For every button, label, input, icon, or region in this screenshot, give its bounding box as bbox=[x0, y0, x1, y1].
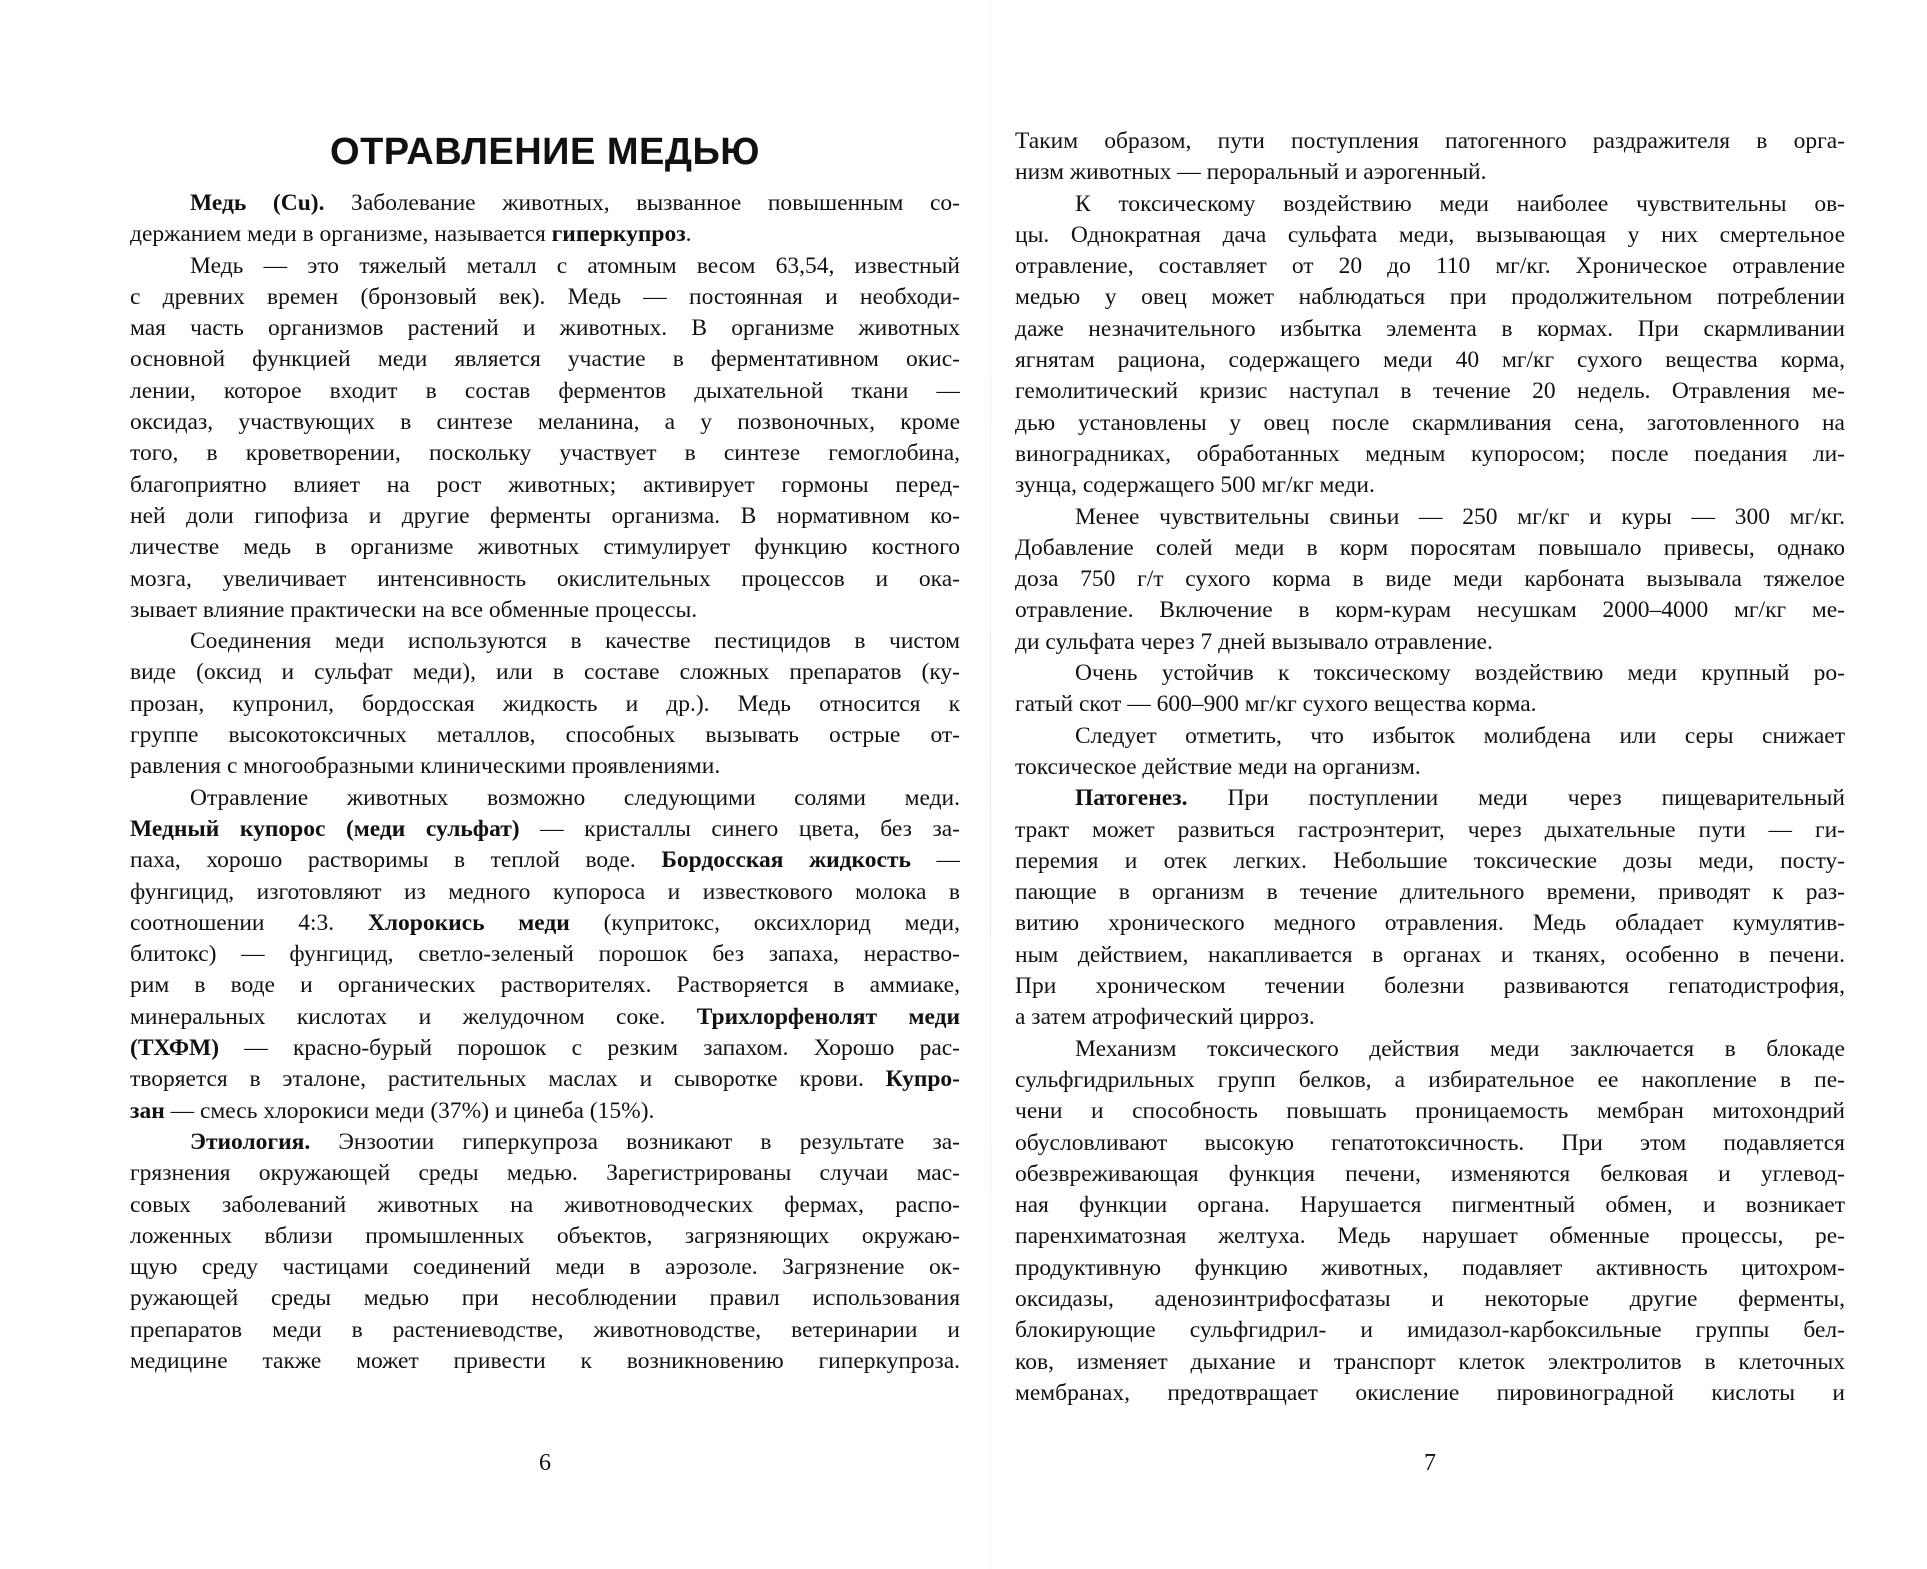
text-run: фунгицид, изготовляют из медного купороса и известкового молока в bbox=[130, 878, 960, 905]
text-run: ней доли гипофиза и другие ферменты организма. В нормативном ко- bbox=[130, 502, 960, 529]
text-line bbox=[130, 1096, 960, 1127]
text-line bbox=[1015, 1284, 1845, 1315]
text-run: мозга, увеличивает интенсивность окислительных процессов и ока- bbox=[130, 565, 960, 592]
bold-term: зан bbox=[130, 1097, 165, 1124]
text-line bbox=[1015, 533, 1845, 564]
text-line bbox=[1015, 783, 1845, 814]
text-run: препаратов меди в растениеводстве, животноводстве, ветеринарии и bbox=[130, 1316, 960, 1343]
text-line bbox=[1015, 658, 1845, 689]
text-run: грязнения окружающей среды медью. Зарегистрированы случаи мас- bbox=[130, 1160, 960, 1187]
text-run: Отравление животных возможно следующими солями меди. bbox=[190, 784, 960, 811]
text-line bbox=[130, 1252, 960, 1283]
text-run: мембранах, предотвращает окисление пировиноградной кислоты и bbox=[1015, 1379, 1845, 1406]
text-run: благоприятно влияет на рост животных; активирует гормоны перед- bbox=[130, 471, 960, 498]
text-run: Механизм токсического действия меди заключается в блокаде bbox=[1075, 1035, 1845, 1062]
text-run: щую среду частицами соединений меди в аэрозоле. Загрязнение ок- bbox=[130, 1254, 960, 1281]
text-line bbox=[130, 1283, 960, 1314]
text-line bbox=[130, 470, 960, 501]
text-run: — красно-бурый порошок с резким запахом. Хорошо рас- bbox=[219, 1035, 960, 1062]
text-line bbox=[130, 376, 960, 407]
text-line bbox=[1015, 1065, 1845, 1096]
text-line bbox=[1015, 1128, 1845, 1159]
text-run: ягнятам рациона, содержащего меди 40 мг/кг сухого вещества корма, bbox=[1015, 347, 1845, 374]
text-run: паха, хорошо растворимы в теплой воде. bbox=[130, 847, 662, 874]
text-run: Таким образом, пути поступления патогенного раздражителя в орга- bbox=[1015, 128, 1845, 154]
text-run: Очень устойчив к токсическому воздействию меди крупный ро- bbox=[1075, 660, 1845, 687]
text-line bbox=[130, 595, 960, 626]
text-line bbox=[130, 1002, 960, 1033]
text-run: Заболевание животных, вызванное повышенным со- bbox=[324, 190, 960, 216]
text-line bbox=[130, 1127, 960, 1158]
text-run: творяется в эталоне, растительных маслах и сыворотке крови. bbox=[130, 1066, 886, 1093]
text-run: — кристаллы синего цвета, без за- bbox=[519, 815, 960, 842]
text-line bbox=[1015, 502, 1845, 533]
text-run: того, в кроветворении, поскольку участвует в синтезе гемоглобина, bbox=[130, 440, 960, 467]
text-run: группе высокотоксичных металлов, способных вызывать острые от- bbox=[130, 722, 960, 749]
text-line bbox=[130, 1315, 960, 1346]
text-line bbox=[1015, 1034, 1845, 1065]
text-run: Медь — это тяжелый металл с атомным весом 63,54, известный bbox=[190, 252, 960, 279]
text-run: равления с многообразными клиническими проявлениями. bbox=[130, 753, 721, 780]
text-run: дью установлены у овец после скармливания сена, заготовленного на bbox=[1015, 409, 1845, 436]
text-run: оксидазы, аденозинтрифосфатазы и некоторые другие ферменты, bbox=[1015, 1285, 1845, 1312]
page-number-left: 6 bbox=[539, 1450, 551, 1476]
text-run: ным действием, накапливается в органах и тканях, особенно в печени. bbox=[1015, 941, 1845, 968]
right-page bbox=[1015, 0, 1845, 1569]
bold-term: гиперкупроз bbox=[551, 221, 686, 248]
text-line bbox=[1015, 1002, 1845, 1033]
text-run: При хроническом течении болезни развиваются гепатодистрофия, bbox=[1015, 973, 1845, 1000]
text-run: медью у овец может наблюдаться при продолжительном потреблении bbox=[1015, 284, 1845, 311]
text-run: обусловливают высокую гепатотоксичность. При этом подавляется bbox=[1015, 1129, 1845, 1156]
text-line bbox=[1015, 1253, 1845, 1284]
text-run: перемия и отек легких. Небольшие токсические дозы меди, посту- bbox=[1015, 847, 1845, 874]
text-run: отравление. Включение в корм-курам несушкам 2000–4000 мг/кг ме- bbox=[1015, 597, 1845, 624]
text-line bbox=[130, 1158, 960, 1189]
page-fold bbox=[990, 0, 991, 1569]
text-run: отравление, составляет от 20 до 110 мг/кг. Хроническое отравление bbox=[1015, 253, 1845, 280]
left-page-text bbox=[130, 188, 960, 1377]
text-run: витию хронического медного отравления. Медь обладает кумулятив- bbox=[1015, 910, 1845, 937]
text-run: личестве медь в организме животных стимулирует функцию костного bbox=[130, 534, 960, 561]
text-run: соотношении 4:3. bbox=[130, 909, 368, 936]
text-line bbox=[1015, 940, 1845, 971]
text-run: гатый скот — 600–900 мг/кг сухого вещества корма. bbox=[1015, 691, 1537, 718]
text-run: обезвреживающая функция печени, изменяются белковая и углевод- bbox=[1015, 1160, 1845, 1187]
text-run: Менее чувствительны свиньи — 250 мг/кг и куры — 300 мг/кг. bbox=[1075, 503, 1845, 530]
text-run: зунца, содержащего 500 мг/кг меди. bbox=[1015, 472, 1375, 499]
text-line bbox=[130, 657, 960, 688]
text-run: Соединения меди используются в качестве пестицидов в чистом bbox=[190, 628, 960, 655]
text-line bbox=[130, 720, 960, 751]
text-run: рим в воде и органических растворителях. Растворяется в аммиаке, bbox=[130, 972, 960, 999]
text-line bbox=[1015, 408, 1845, 439]
text-line bbox=[130, 251, 960, 282]
text-line bbox=[1015, 752, 1845, 783]
text-line bbox=[130, 877, 960, 908]
text-line bbox=[1015, 189, 1845, 220]
text-run: гемолитический кризис наступал в течение 20 недель. Отравления ме- bbox=[1015, 378, 1845, 405]
text-run: минеральных кислотах и желудочном соке. bbox=[130, 1003, 697, 1030]
bold-term: Бордосская жидкость bbox=[661, 847, 911, 874]
text-line bbox=[130, 188, 960, 219]
text-line bbox=[1015, 220, 1845, 251]
text-run: (купритокс, оксихлорид меди, bbox=[569, 909, 960, 936]
bold-term: Трихлорфенолят меди bbox=[696, 1003, 960, 1030]
page-title: ОТРАВЛЕНИЕ МЕДЬЮ bbox=[330, 131, 760, 173]
text-run: виноградниках, обработанных медным купоросом; после поедания ли- bbox=[1015, 440, 1845, 467]
text-line bbox=[1015, 877, 1845, 908]
text-line bbox=[1015, 564, 1845, 595]
text-line bbox=[130, 438, 960, 469]
text-run: совых заболеваний животных на животноводческих фермах, распо- bbox=[130, 1191, 960, 1218]
text-line bbox=[130, 313, 960, 344]
text-line bbox=[1015, 1378, 1845, 1409]
text-run: зывает влияние практически на все обменные процессы. bbox=[130, 596, 698, 623]
text-run: блитокс) — фунгицид, светло-зеленый порошок без запаха, нераство- bbox=[130, 941, 960, 968]
text-line bbox=[130, 1190, 960, 1221]
text-line bbox=[130, 219, 960, 250]
text-run: При поступлении меди через пищеварительный bbox=[1187, 785, 1845, 812]
text-line bbox=[1015, 1096, 1845, 1127]
text-line bbox=[130, 814, 960, 845]
text-run: ружающей среды медью при несоблюдении правил использования bbox=[130, 1285, 960, 1312]
text-run: а затем атрофический цирроз. bbox=[1015, 1004, 1315, 1031]
text-line bbox=[1015, 1347, 1845, 1378]
text-line bbox=[1015, 846, 1845, 877]
right-page-text bbox=[1015, 126, 1845, 1409]
text-line bbox=[1015, 595, 1845, 626]
text-run: прозан, купронил, бордосская жидкость и др.). Медь относится к bbox=[130, 690, 960, 717]
text-line bbox=[130, 1033, 960, 1064]
bold-term: Хлорокись меди bbox=[367, 909, 570, 936]
text-run: цы. Однократная дача сульфата меди, вызывающая у них смертельное bbox=[1015, 221, 1845, 248]
text-line bbox=[130, 1346, 960, 1377]
text-line bbox=[130, 282, 960, 313]
text-line bbox=[130, 751, 960, 782]
text-run: доза 750 г/т сухого корма в виде меди карбоната вызывала тяжелое bbox=[1015, 566, 1845, 593]
text-line bbox=[1015, 251, 1845, 282]
text-line bbox=[1015, 157, 1845, 188]
bold-term: Купро- bbox=[885, 1066, 960, 1093]
text-line bbox=[130, 970, 960, 1001]
text-line bbox=[1015, 971, 1845, 1002]
text-line bbox=[1015, 314, 1845, 345]
text-run: Следует отметить, что избыток молибдена или серы снижает bbox=[1075, 722, 1845, 749]
text-run: лении, которое входит в состав ферментов дыхательной ткани — bbox=[130, 377, 960, 404]
text-line bbox=[1015, 1159, 1845, 1190]
text-line bbox=[130, 501, 960, 532]
text-line bbox=[130, 1221, 960, 1252]
text-run: токсическое действие меди на организм. bbox=[1015, 753, 1421, 780]
text-run: ков, изменяет дыхание и транспорт клеток электролитов в клеточных bbox=[1015, 1348, 1845, 1375]
text-line bbox=[1015, 908, 1845, 939]
text-line bbox=[130, 407, 960, 438]
text-run: пающие в организм в течение длительного времени, приводят к раз- bbox=[1015, 879, 1845, 906]
text-run: ложенных вблизи промышленных объектов, загрязняющих окружаю- bbox=[130, 1222, 960, 1249]
text-line bbox=[1015, 627, 1845, 658]
text-line bbox=[1015, 689, 1845, 720]
text-run: оксидаз, участвующих в синтезе меланина, а у позвоночных, кроме bbox=[130, 409, 960, 436]
text-line bbox=[1015, 1315, 1845, 1346]
page-number-right: 7 bbox=[1424, 1450, 1436, 1476]
bold-term: Медь (Cu). bbox=[190, 190, 325, 216]
text-run: чени и способность повышать проницаемость мембран митохондрий bbox=[1015, 1098, 1845, 1125]
bold-term: Патогенез. bbox=[1075, 785, 1188, 812]
text-run: паренхиматозная желтуха. Медь нарушает обменные процессы, ре- bbox=[1015, 1223, 1845, 1250]
text-run: мая часть организмов растений и животных. В организме животных bbox=[130, 315, 960, 342]
bold-term: (ТХФМ) bbox=[130, 1035, 220, 1062]
text-run: держанием меди в организме, называется bbox=[130, 221, 552, 248]
text-line bbox=[1015, 126, 1845, 157]
text-run: даже незначительного избытка элемента в кормах. При скармливании bbox=[1015, 315, 1845, 342]
text-run: — смесь хлорокиси меди (37%) и цинеба (15%). bbox=[164, 1097, 655, 1124]
text-run: сульфгидрильных групп белков, а избирательное ее накопление в пе- bbox=[1015, 1066, 1845, 1093]
text-run: Энзоотии гиперкупроза возникают в результате за- bbox=[310, 1128, 960, 1155]
text-line bbox=[130, 564, 960, 595]
text-run: — bbox=[910, 847, 960, 874]
text-run: основной функцией меди является участие в ферментативном окис- bbox=[130, 346, 960, 373]
text-line bbox=[130, 939, 960, 970]
text-line bbox=[1015, 376, 1845, 407]
text-line bbox=[1015, 345, 1845, 376]
text-run: продуктивную функцию животных, подавляет активность цитохром- bbox=[1015, 1254, 1845, 1281]
bold-term: Медный купорос (меди сульфат) bbox=[130, 815, 520, 842]
text-line bbox=[130, 344, 960, 375]
text-line bbox=[1015, 1221, 1845, 1252]
text-line bbox=[130, 1064, 960, 1095]
text-line bbox=[130, 783, 960, 814]
text-run: К токсическому воздействию меди наиболее чувствительны ов- bbox=[1075, 190, 1845, 217]
text-line bbox=[130, 532, 960, 563]
text-line bbox=[130, 626, 960, 657]
text-line bbox=[130, 689, 960, 720]
text-line bbox=[1015, 1190, 1845, 1221]
text-line bbox=[1015, 470, 1845, 501]
text-line bbox=[130, 845, 960, 876]
text-line bbox=[1015, 439, 1845, 470]
left-page bbox=[130, 0, 960, 1569]
text-line bbox=[130, 908, 960, 939]
text-line bbox=[1015, 721, 1845, 752]
text-run: блокирующие сульфгидрил- и имидазол-карбоксильные группы бел- bbox=[1015, 1317, 1845, 1344]
text-run: . bbox=[685, 221, 692, 248]
text-run: тракт может развиться гастроэнтерит, через дыхательные пути — ги- bbox=[1015, 816, 1845, 843]
text-line bbox=[1015, 815, 1845, 846]
text-run: с древних времен (бронзовый век). Медь — постоянная и необходи- bbox=[130, 283, 960, 310]
text-run: медицине также может привести к возникновению гиперкупроза. bbox=[130, 1347, 960, 1374]
text-run: ди сульфата через 7 дней вызывало отравление. bbox=[1015, 628, 1493, 655]
text-run: виде (оксид и сульфат меди), или в составе сложных препаратов (ку- bbox=[130, 659, 960, 686]
text-run: Добавление солей меди в корм поросятам повышало привесы, однако bbox=[1015, 534, 1845, 561]
bold-term: Этиология. bbox=[190, 1128, 311, 1155]
text-run: низм животных — пероральный и аэрогенный. bbox=[1015, 159, 1487, 186]
text-line bbox=[1015, 282, 1845, 313]
text-run: ная функции органа. Нарушается пигментный обмен, и возникает bbox=[1015, 1192, 1845, 1219]
